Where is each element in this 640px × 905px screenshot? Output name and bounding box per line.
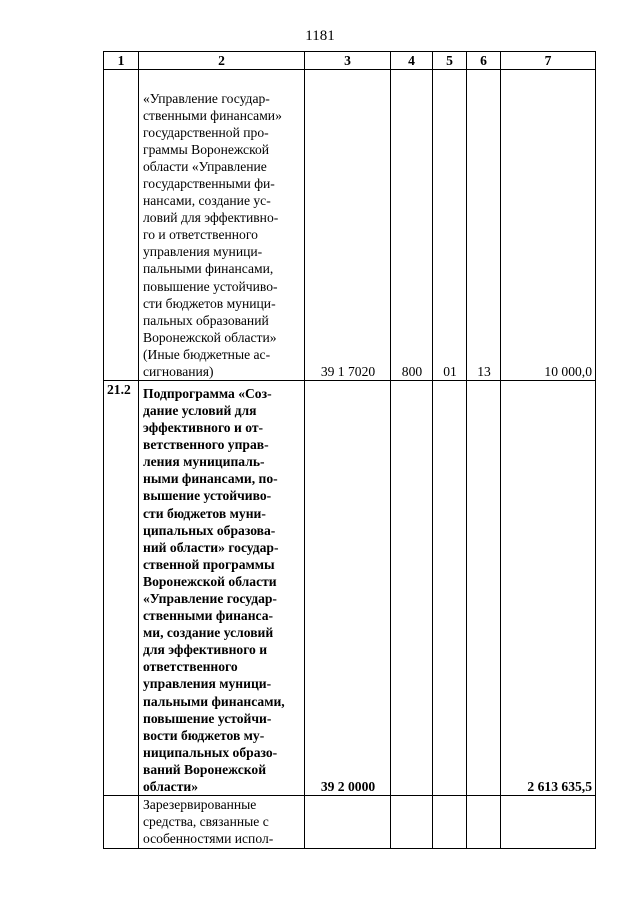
row-number: 21.2	[104, 381, 139, 796]
header-col-7: 7	[501, 52, 596, 70]
row-col-4: 800	[391, 70, 433, 381]
table-row	[104, 796, 596, 849]
row-code: 39 1 7020	[305, 70, 391, 381]
row-col-5	[433, 796, 467, 849]
row-col-5: 01	[433, 70, 467, 381]
row-col-4	[391, 796, 433, 849]
row-col-6	[467, 381, 501, 796]
header-col-3: 3	[305, 52, 391, 70]
row-sum: 2 613 635,5	[501, 381, 596, 796]
header-col-6: 6	[467, 52, 501, 70]
page-number: 1181	[305, 28, 335, 44]
row-sum	[501, 796, 596, 849]
row-name: «Управление государ- ственными финансами» государственной про- граммы Воронежской области «Управление государственными фи- нансами, создание ус- ловий для эффективно- го и ответственного управления муници- пальными финансами, повышение устойчиво- сти бюджетов муници- пальных образований Воронежской области» (Иные бюджетные ас- сигнования)	[139, 70, 305, 381]
budget-table	[103, 51, 596, 849]
header-row	[104, 52, 596, 70]
row-name: Подпрограмма «Соз- дание условий для эффективного и от- ветственного управ- ления муниципаль- ными финансами, по- вышение устойчиво- сти бюджетов муни- ципальных образова- ний области» государ- ственной программы Воронежской области «Управление государ- ственными финанса- ми, создание условий для эффективного и ответственного управления муници- пальными финансами, повышение устойчи- вости бюджетов му- ниципальных образо- ваний Воронежской области»	[139, 381, 305, 796]
row-col-4	[391, 381, 433, 796]
table-row	[104, 70, 596, 381]
header-col-4: 4	[391, 52, 433, 70]
row-name: Зарезервированные средства, связанные с особенностями испол-	[139, 796, 305, 849]
row-col-6: 13	[467, 70, 501, 381]
row-code	[305, 796, 391, 849]
row-number	[104, 70, 139, 381]
header-col-5: 5	[433, 52, 467, 70]
row-number	[104, 796, 139, 849]
row-sum: 10 000,0	[501, 70, 596, 381]
header-col-1: 1	[104, 52, 139, 70]
row-col-6	[467, 796, 501, 849]
row-col-5	[433, 381, 467, 796]
table-row	[104, 381, 596, 796]
row-code: 39 2 0000	[305, 381, 391, 796]
header-col-2: 2	[139, 52, 305, 70]
